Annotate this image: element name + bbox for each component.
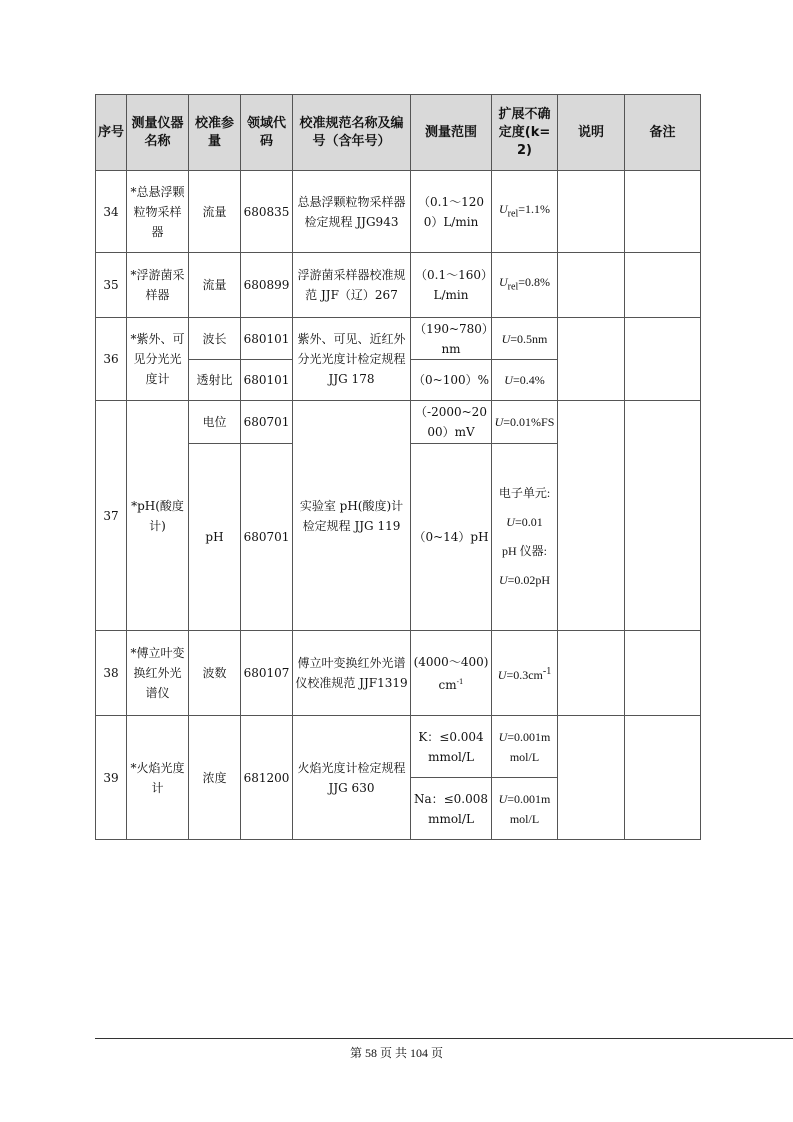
cell-description (558, 318, 625, 401)
header-row (96, 95, 701, 171)
u-label-instrument: pH 仪器: (501, 544, 547, 558)
cell-description (558, 401, 625, 631)
cell-range: （190~780）nm (411, 318, 492, 360)
cell-range: K：≤0.004mmol/L (411, 716, 492, 778)
cell-code: 680899 (241, 253, 293, 318)
u-symbol: U (504, 373, 513, 387)
cell-seq: 38 (96, 631, 127, 716)
u-symbol: U (499, 275, 508, 290)
u-symbol: U (501, 331, 511, 346)
calibration-table (95, 94, 701, 840)
range-superscript: -1 (456, 677, 464, 686)
cell-remark (625, 171, 701, 253)
u-symbol: U (498, 573, 508, 587)
cell-code: 680101 (241, 360, 293, 401)
cell-param: 波长 (189, 318, 241, 360)
cell-seq: 35 (96, 253, 127, 318)
u-value: =0.02pH (507, 573, 551, 587)
cell-instrument: *紫外、可见分光光度计 (127, 318, 189, 401)
u-value: =1.1% (518, 201, 550, 216)
header-description: 说明 (558, 95, 625, 171)
u-symbol: U (498, 791, 508, 806)
header-remark: 备注 (625, 95, 701, 171)
cell-remark (625, 631, 701, 716)
cell-instrument: *总悬浮颗粒物采样器 (127, 171, 189, 253)
cell-range: Na：≤0.008mmol/L (411, 778, 492, 840)
cell-range (411, 631, 492, 716)
cell-seq: 37 (96, 401, 127, 631)
cell-code: 681200 (241, 716, 293, 840)
u-value: =0.01%FS (503, 415, 555, 429)
u-symbol: U (497, 667, 507, 682)
cell-param: 透射比 (189, 360, 241, 401)
cell-instrument: *pH(酸度计) (127, 401, 189, 631)
cell-spec: 浮游菌采样器校准规范 JJF（辽）267 (293, 253, 411, 318)
cell-uncertainty (492, 444, 558, 631)
cell-code: 680701 (241, 401, 293, 444)
cell-param: pH (189, 444, 241, 631)
cell-param: 流量 (189, 171, 241, 253)
u-subscript: rel (507, 281, 519, 293)
cell-seq: 39 (96, 716, 127, 840)
cell-param: 流量 (189, 253, 241, 318)
u-symbol: U (499, 201, 508, 216)
cell-description (558, 631, 625, 716)
range-value: (4000～400)cm (413, 654, 489, 692)
cell-instrument: *傅立叶变换红外光谱仪 (127, 631, 189, 716)
cell-seq: 36 (96, 318, 127, 401)
cell-spec: 火焰光度计检定规程 JJG 630 (293, 716, 411, 840)
u-value: =0.5nm (510, 331, 548, 346)
cell-code: 680835 (241, 171, 293, 253)
header-range: 测量范围 (411, 95, 492, 171)
cell-description (558, 716, 625, 840)
header-spec: 校准规范名称及编号（含年号） (293, 95, 411, 171)
cell-code: 680107 (241, 631, 293, 716)
u-subscript: rel (507, 208, 519, 220)
header-seq: 序号 (96, 95, 127, 171)
cell-range: （0.1～160）L/min (411, 253, 492, 318)
cell-range: （-2000~2000）mV (411, 401, 492, 444)
cell-uncertainty (492, 631, 558, 716)
cell-uncertainty (492, 253, 558, 318)
u-symbol: U (498, 729, 508, 744)
cell-remark (625, 318, 701, 401)
cell-range: （0.1～1200）L/min (411, 171, 492, 253)
cell-uncertainty (492, 716, 558, 778)
u-symbol: U (506, 515, 515, 529)
u-value: =0.001mmol/L (507, 729, 551, 764)
cell-description (558, 253, 625, 318)
cell-range: （0~100）% (411, 360, 492, 401)
cell-spec: 总悬浮颗粒物采样器检定规程 JJG943 (293, 171, 411, 253)
cell-remark (625, 716, 701, 840)
cell-description (558, 171, 625, 253)
footer-divider (95, 1038, 793, 1039)
u-value: =0.4% (512, 373, 545, 387)
cell-instrument: *火焰光度计 (127, 716, 189, 840)
cell-code: 680101 (241, 318, 293, 360)
cell-uncertainty (492, 318, 558, 360)
cell-seq: 34 (96, 171, 127, 253)
cell-uncertainty (492, 401, 558, 444)
cell-uncertainty (492, 171, 558, 253)
cell-code: 680701 (241, 444, 293, 631)
table-row (96, 253, 701, 318)
cell-uncertainty (492, 360, 558, 401)
table-row (96, 631, 701, 716)
cell-spec: 傅立叶变换红外光谱仪校准规范 JJF1319 (293, 631, 411, 716)
u-value: =0.01 (514, 515, 543, 529)
table-row (96, 716, 701, 778)
cell-remark (625, 401, 701, 631)
header-instrument: 测量仪器名称 (127, 95, 189, 171)
header-param: 校准参量 (189, 95, 241, 171)
cell-param: 电位 (189, 401, 241, 444)
table-row (96, 401, 701, 444)
cell-range: （0~14）pH (411, 444, 492, 631)
page-number: 第 58 页 共 104 页 (349, 1046, 443, 1060)
cell-spec: 实验室 pH(酸度)计检定规程 JJG 119 (293, 401, 411, 631)
u-symbol: U (494, 415, 504, 429)
cell-remark (625, 253, 701, 318)
u-value: =0.3cm (506, 667, 543, 682)
table-row (96, 171, 701, 253)
cell-spec: 紫外、可见、近红外分光光度计检定规程 JJG 178 (293, 318, 411, 401)
u-superscript: -1 (542, 665, 552, 677)
header-uncertainty: 扩展不确定度(k=2) (492, 95, 558, 171)
cell-param: 波数 (189, 631, 241, 716)
u-value: =0.001mmol/L (507, 791, 551, 826)
cell-uncertainty (492, 778, 558, 840)
u-value: =0.8% (518, 275, 550, 290)
table-row (96, 318, 701, 360)
u-label-electronic: 电子单元: (498, 486, 551, 500)
cell-instrument: *浮游菌采样器 (127, 253, 189, 318)
cell-param: 浓度 (189, 716, 241, 840)
header-code: 领域代码 (241, 95, 293, 171)
